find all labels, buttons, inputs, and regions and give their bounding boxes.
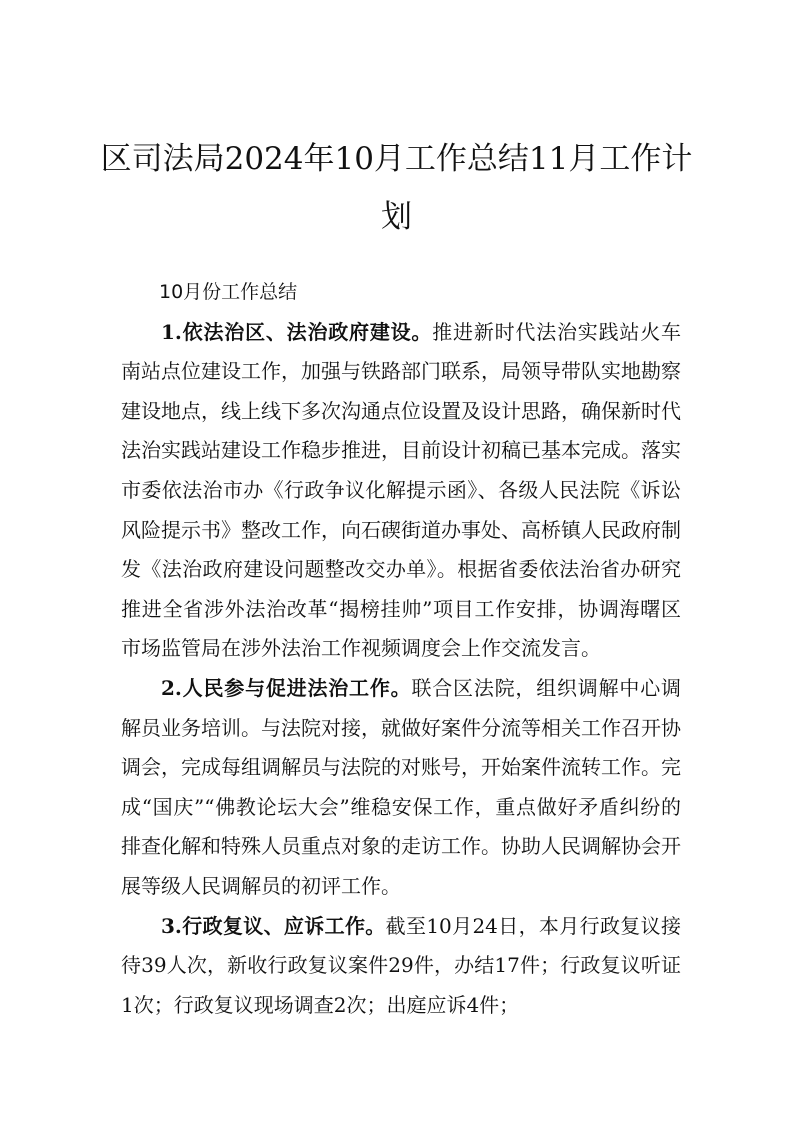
paragraph-3 xyxy=(121,907,681,1026)
paragraph-2-text: 联合区法院，组织调解中心调解员业务培训。与法院对接，就做好案件分流等相关工作召开协调会，完成每组调解员与法院的对账号，开始案件流转工作。完成“国庆”“佛教论坛大会”维稳安保工作，重点做好矛盾纠纷的排查化解和特殊人员重点对象的走访工作。协助人民调解协会开展等级人民调解员的初评工作。 xyxy=(121,675,681,898)
document-title: 区司法局2024年10月工作总结11月工作计划 xyxy=(100,141,693,235)
section-heading: 10月份工作总结 xyxy=(159,281,298,303)
paragraph-1-lead: 1.依法治区、法治政府建设。 xyxy=(161,319,433,344)
paragraph-3-text: 截至10月24日，本月行政复议接待39人次，新收行政复议案件29件，办结17件；行政复议听证1次；行政复议现场调查2次；出庭应诉4件； xyxy=(121,913,681,1017)
paragraph-1 xyxy=(121,313,681,669)
paragraph-1-text: 推进新时代法治实践站火车南站点位建设工作，加强与铁路部门联系，局领导带队实地勘察建设地点，线上线下多次沟通点位设置及设计思路，确保新时代法治实践站建设工作稳步推进，目前设计初稿已基本完成。落实市委依法治市办《行政争议化解提示函》、各级人民法院《诉讼风险提示书》整改工作，向石碶街道办事处、高桥镇人民政府制发《法治政府建设问题整改交办单》。根据省委依法治省办研究推进全省涉外法治改革“揭榜挂帅”项目工作安排，协调海曙区市场监管局在涉外法治工作视频调度会上作交流发言。 xyxy=(121,319,681,661)
document-body xyxy=(121,273,681,1025)
paragraph-2-lead: 2.人民参与促进法治工作。 xyxy=(161,675,412,700)
paragraph-3-lead: 3.行政复议、应诉工作。 xyxy=(161,913,386,938)
paragraph-2 xyxy=(121,669,681,907)
